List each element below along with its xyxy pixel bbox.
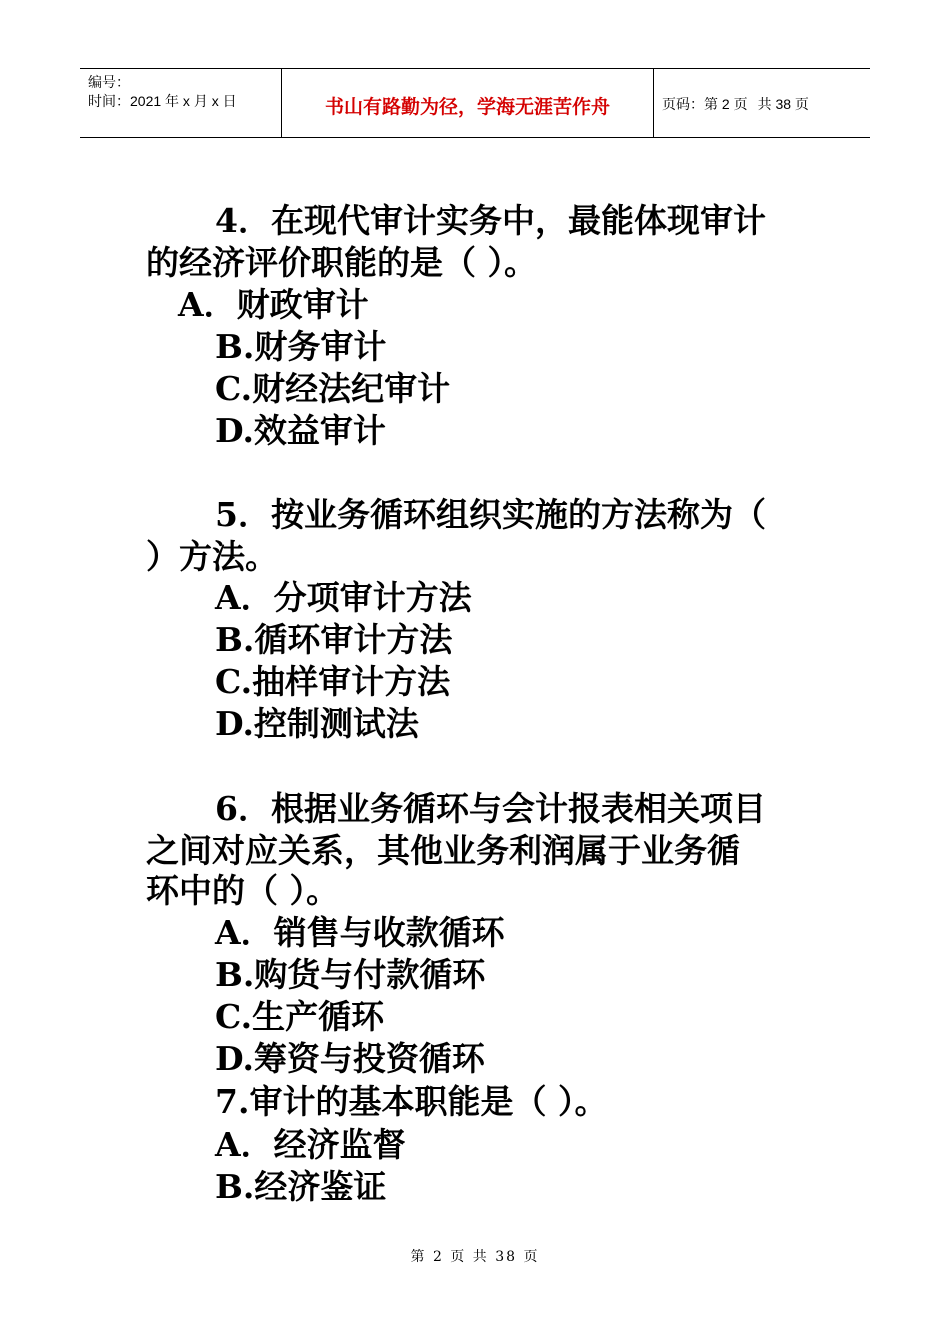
question-6-stem-line-1: 6．根据业务循环与会计报表相关项目 (215, 789, 766, 828)
question-7-option-b: B.经济鉴证 (215, 1167, 387, 1206)
question-5-option-a: A．分项审计方法 (215, 578, 472, 617)
question-5-option-d: D.控制测试法 (215, 704, 419, 743)
document-time-label: 时间：2021 年 x 月 x 日 (88, 93, 237, 109)
question-6-option-c: C.生产循环 (215, 997, 385, 1036)
question-6-option-d: D.筹资与投资循环 (215, 1039, 485, 1078)
question-6-option-a: A．销售与收款循环 (215, 913, 505, 952)
header-page-info (654, 69, 870, 137)
question-7-stem-line-1: 7.审计的基本职能是（ ）。 (215, 1082, 608, 1121)
question-4-option-d: D.效益审计 (215, 411, 386, 450)
question-6-stem-line-3: 环中的（ ）。 (146, 871, 339, 910)
header-motto: 书山有路勤为径，学海无涯苦作舟 (282, 69, 654, 137)
question-4-option-a: A．财政审计 (178, 285, 369, 324)
header-meta (80, 69, 282, 137)
header-page-number: 页码：第 2 页 (662, 96, 748, 112)
question-4-stem-line-2: 的经济评价职能的是（ ）。 (146, 243, 537, 282)
question-6-option-b: B.购货与付款循环 (215, 955, 486, 994)
question-5-option-c: C.抽样审计方法 (215, 662, 451, 701)
question-5-stem-line-2: ）方法。 (146, 537, 278, 576)
document-number-label: 编号： (88, 74, 130, 90)
question-5-stem-line-1: 5．按业务循环组织实施的方法称为（ (215, 495, 766, 534)
question-4-option-b: B.财务审计 (215, 327, 387, 366)
question-6-stem-line-2: 之间对应关系，其他业务利润属于业务循 (146, 831, 740, 870)
header-page-total: 共 38 页 (757, 96, 809, 112)
page-footer: 第 2 页 共 38 页 (410, 1249, 540, 1265)
page-header (80, 68, 870, 138)
question-4-stem-line-1: 4．在现代审计实务中，最能体现审计 (215, 201, 766, 240)
question-5-option-b: B.循环审计方法 (215, 620, 453, 659)
question-4-option-c: C.财经法纪审计 (215, 369, 451, 408)
question-7-option-a: A．经济监督 (215, 1125, 406, 1164)
